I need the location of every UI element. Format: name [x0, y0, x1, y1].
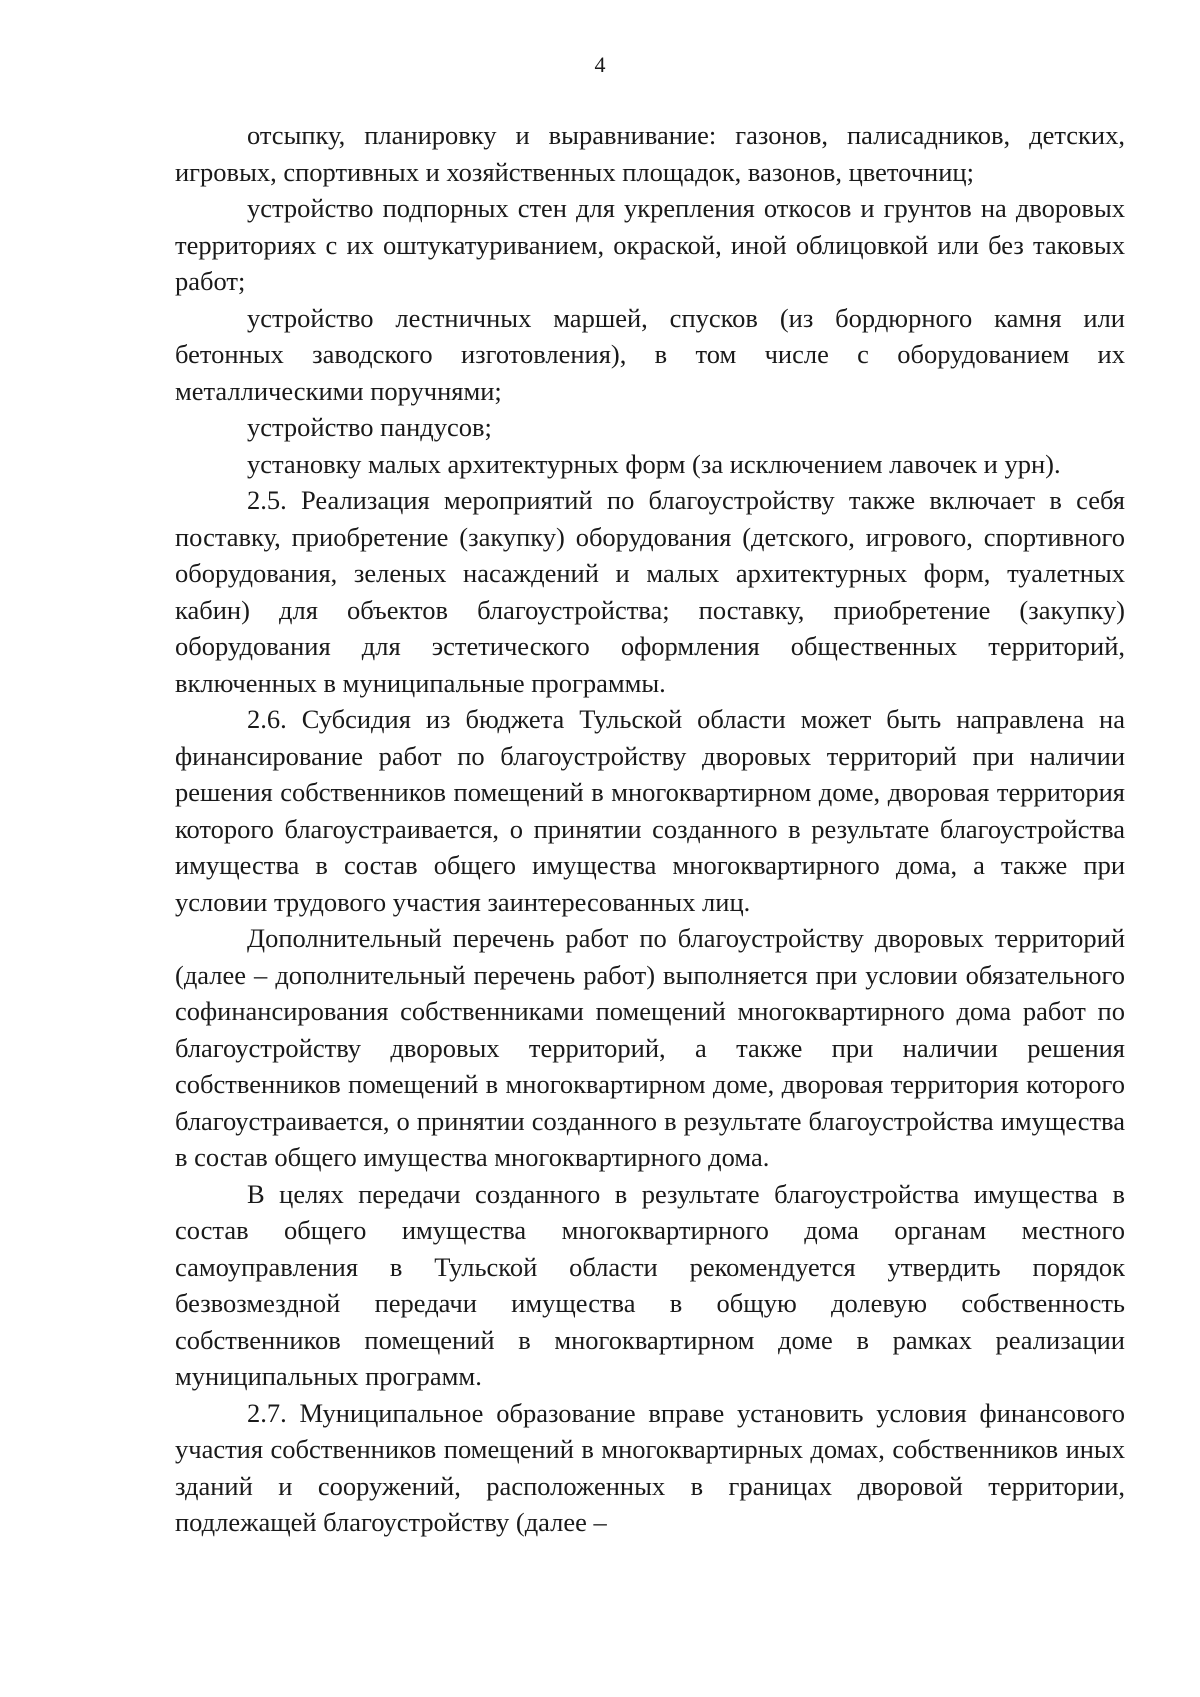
paragraph-retaining-walls: устройство подпорных стен для укрепления откосов и грунтов на дворовых территориях с их оштукатуриванием, окраской, иной облицовкой или без таковых работ; [175, 193, 1125, 296]
document-body [175, 117, 1125, 1541]
page-number: 4 [594, 52, 606, 77]
paragraph-section-2-7: 2.7. Муниципальное образование вправе установить условия финансового участия собственников помещений в многоквартирных домах, собственников иных зданий и сооружений, расположенных в границах дворовой территории, подлежащей благоустройству (далее – [175, 1397, 1125, 1537]
paragraph-stairways: устройство лестничных маршей, спусков (из бордюрного камня или бетонных заводского изготовления), в том числе с оборудованием их металлическими поручнями; [175, 302, 1125, 406]
paragraph-section-2-5: 2.5. Реализация мероприятий по благоустройству также включает в себя поставку, приобретение (закупку) оборудования (детского, игрового, спортивного оборудования, зеленых насаждений и малых архитектурных форм, туалетных кабин) для объектов благоустройства; поставку, приобретение (закупку) оборудования для эстетического оформления общественных территорий, включенных в муниципальные программы. [175, 485, 1125, 698]
paragraph-additional-works: Дополнительный перечень работ по благоустройству дворовых территорий (далее – дополнительный перечень работ) выполняется при условии обязательного софинансирования собственниками помещений многоквартирного дома работ по благоустройству дворовых территорий, а также при наличии решения собственников помещений в многоквартирном доме, дворовая территория которого благоустраивается, о принятии созданного в результате благоустройства имущества в состав общего имущества многоквартирного дома. [175, 923, 1125, 1172]
paragraph-greening-items: отсыпку, планировку и выравнивание: газонов, палисадников, детских, игровых, спортивных и хозяйственных площадок, вазонов, цветочниц; [175, 120, 1125, 187]
paragraph-section-2-6: 2.6. Субсидия из бюджета Тульской области может быть направлена на финансирование работ по благоустройству дворовых территорий при наличии решения собственников помещений в многоквартирном доме, дворовая территория которого благоустраивается, о принятии созданного в результате благоустройства имущества в состав общего имущества многоквартирного дома, а также при условии трудового участия заинтересованных лиц. [175, 704, 1125, 917]
paragraph-small-architectural-forms: установку малых архитектурных форм (за исключением лавочек и урн). [247, 448, 1061, 479]
paragraph-property-transfer: В целях передачи созданного в результате благоустройства имущества в состав общего имущества многоквартирного дома органам местного самоуправления в Тульской области рекомендуется утвердить порядок безвозмездной передачи имущества в общую долевую собственность собственников помещений в многоквартирном доме в рамках реализации муниципальных программ. [175, 1178, 1125, 1391]
paragraph-ramps: устройство пандусов; [247, 412, 492, 442]
